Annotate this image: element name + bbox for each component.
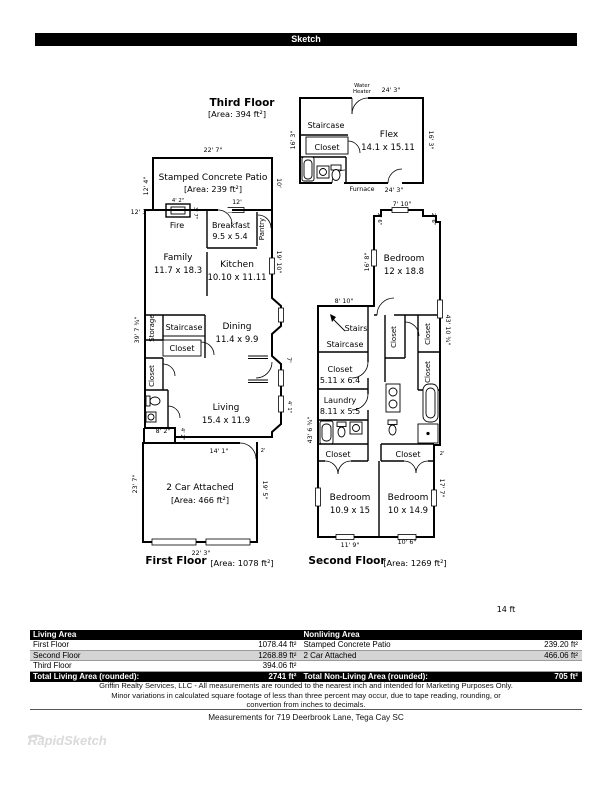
area-table-header [30,630,582,640]
flex-room-dims: 14.1 x 15.11 [361,143,415,153]
bedroom-right-label: Bedroom [387,493,429,503]
first-floor-plan [131,147,292,568]
kitchen-room-dims: 10.10 x 11.11 [207,273,267,283]
patio-area-label: [Area: 239 ft²] [183,184,243,194]
disclaimer-line: Griffin Realty Services, LLC - All measurements are rounded to the nearest inch and intended for Marketing Purposes Only. [99,681,513,690]
first-floor-area: [Area: 1078 ft²] [210,558,274,568]
staircase-label: Staircase [165,323,203,332]
window [270,258,275,274]
dim-label: 14' 1" [209,448,229,455]
breakfast-room-dims: 9.5 x 5.4 [212,232,248,241]
family-room-dims: 11.7 x 18.3 [153,266,203,276]
closet-label: Closet [390,326,398,348]
dim-label: 16' 3" [290,130,297,150]
closet-label: Closet [424,361,432,383]
garage-label: 2 Car Attached [166,483,234,493]
dim-label: 16' 8" [364,252,371,272]
third-floor-title: Third Floor [209,97,275,109]
third-floor-area: [Area: 394 ft²] [207,109,267,119]
dim-label: 2' 6" [430,212,436,226]
dim-label: 2' [439,451,445,457]
dim-label: 43' 6 ¾" [307,416,314,444]
door-arc [163,364,175,376]
page-title: Sketch [291,34,321,44]
watermark-swoosh-icon [28,733,46,747]
living-area-header: Living Area [33,630,77,639]
dim-label: 17' 7" [438,478,445,498]
dim-label: 4' 2" [179,427,185,441]
total-living-label: Total Living Area (rounded): [33,671,140,681]
toilet-icon [331,165,341,181]
disclaimer-text [30,681,582,710]
nonliving-value: 466.06 ft² [544,650,578,660]
window [372,250,377,266]
bathtub-icon [423,384,438,422]
second-floor-plan [307,201,451,568]
dim-label: 24' 3" [384,187,404,194]
dim-label: 22' 3" [191,550,211,557]
svg-text:Heater: Heater [352,89,372,95]
dim-label: 3' 7" [192,206,198,220]
sink-icon [317,166,329,178]
window [279,396,284,412]
dim-label: 24' 3" [381,87,401,94]
closet-label: Closet [325,450,351,459]
pantry-label: Pantry [258,217,266,241]
living-label: Second Floor [33,650,81,660]
furnace-label: Furnace [349,186,375,193]
first-floor-title: First Floor [145,555,207,567]
closet-label: Closet [314,143,340,152]
dim-label: 11' 9" [340,542,360,549]
toilet-icon [146,396,160,406]
flex-room-label: Flex [379,130,399,140]
window [316,488,321,506]
living-value: 1268.89 ft² [258,650,297,660]
closet-label: Closet [395,450,421,459]
bathtub-icon [320,421,333,444]
garage-area-label: [Area: 466 ft²] [170,495,230,505]
fire-label: Fire [169,221,185,230]
total-nonliving-value: 705 ft² [554,671,578,681]
nonliving-value [477,661,582,671]
dining-room-dims: 11.4 x 9.9 [215,335,259,345]
nonliving-value: 239.20 ft² [544,640,578,649]
table-row [30,661,582,672]
dining-room-label: Dining [222,322,252,332]
scale-bar-label: 14 ft [496,605,516,612]
dim-label: 2' [260,448,266,454]
table-row [30,651,582,662]
dim-label: 12' [232,199,242,206]
bedroom-left-dims: 10.9 x 15 [329,506,371,516]
nonliving-area-header: Nonliving Area [303,630,360,639]
bedroom-top-dims: 12 x 18.8 [383,267,425,277]
table-row [30,640,582,651]
storage-label: Storage [148,314,156,342]
living-label: First Floor [33,640,69,649]
bedroom-left-label: Bedroom [329,493,371,503]
address-line: Measurements for 719 Deerbrook Lane, Tega Cay SC [30,709,582,722]
dim-label: 10' [275,178,282,188]
bedroom-right-dims: 10 x 14.9 [387,506,429,516]
door-arc [348,141,360,153]
dim-label: 16' 3" [427,130,434,150]
dim-label: 10' 6" [397,539,417,546]
dim-label: 8' 2" [155,428,171,435]
window [438,300,443,318]
shower-icon [418,424,438,443]
area-table [30,630,582,682]
table-total-row [30,672,582,682]
closet-label: Closet [148,365,156,387]
nonliving-label: Stamped Concrete Patio [303,640,391,649]
total-living-value: 2741 ft² [268,671,297,681]
window [279,308,284,322]
dim-label: 8' 10" [334,298,354,305]
toilet-icon [388,420,397,435]
garage-door [152,539,196,545]
staircase-label: Staircase [326,340,364,349]
sink-icon [350,422,362,434]
staircase-label: Staircase [307,121,345,130]
closet-room-label: Closet [327,365,353,374]
second-floor-title: Second Floor [308,555,386,567]
closet-label: Closet [169,344,195,353]
door-arc [256,362,272,378]
garage-door [206,539,250,545]
family-room-label: Family [163,253,193,263]
kitchen-room-label: Kitchen [220,260,254,270]
total-nonliving-label: Total Non-Living Area (rounded): [303,671,428,681]
living-value: 394.06 ft² [262,661,297,670]
breakfast-room-label: Breakfast [211,221,251,230]
living-room-dims: 15.4 x 11.9 [201,416,251,426]
dim-label: 7' 10" [392,201,412,208]
window [279,370,284,386]
water-heater-label: Water [354,83,370,89]
laundry-room-label: Laundry [323,396,357,405]
nonliving-label: 2 Car Attached [303,650,357,660]
door-arc [405,322,419,336]
dim-label: 4' 1" [286,400,292,414]
window [432,490,437,506]
nonliving-label [300,661,477,671]
dim-label: 19' 10" [275,250,282,274]
disclaimer-line: Minor variations in calculated square footage of less than three percent may occur, due to tape reading, rounding, or [111,690,501,700]
living-label: Third Floor [33,661,72,670]
door-arc [168,406,180,418]
scale-bar [466,605,544,612]
stairs-label: Stairs [344,324,368,333]
dim-label: 2' 6" [376,212,382,226]
dim-label: 12' 4" [143,176,150,196]
dim-label: 19' 5" [261,480,268,500]
dim-label: 4' 2" [171,198,185,204]
door-arc [377,298,394,315]
rapidsketch-watermark [28,733,107,748]
window [336,535,354,540]
dim-label: 22' 7" [203,147,223,154]
dim-label: 39' 7 ¾" [134,316,141,344]
living-room-label: Living [212,403,240,413]
dim-label: 12' 3" [130,209,150,216]
door-arc [388,169,402,183]
living-value: 1078.44 ft² [258,640,297,649]
closet-label: Closet [424,323,432,345]
laundry-room-dims: 8.11 x 5.5 [319,407,361,416]
disclaimer-line: convertion from inches to decimals. [246,700,366,710]
bedroom-top-label: Bedroom [383,254,425,264]
bathtub-icon [302,157,314,181]
window [392,208,408,213]
door-arc [201,342,214,355]
dim-label: 43' 10 ¾" [444,314,451,346]
watermark-text: RapidSketch [28,733,107,748]
toilet-icon [337,422,346,437]
dim-label: 7' [285,357,292,363]
second-floor-area: [Area: 1269 ft²] [383,558,447,568]
closet-room-dims: 5.11 x 6.4 [319,376,361,385]
vanity-sink-icon [386,384,400,412]
dim-label: 23' 7" [132,474,139,494]
patio-label: Stamped Concrete Patio [158,173,268,183]
sink-icon [146,412,156,422]
